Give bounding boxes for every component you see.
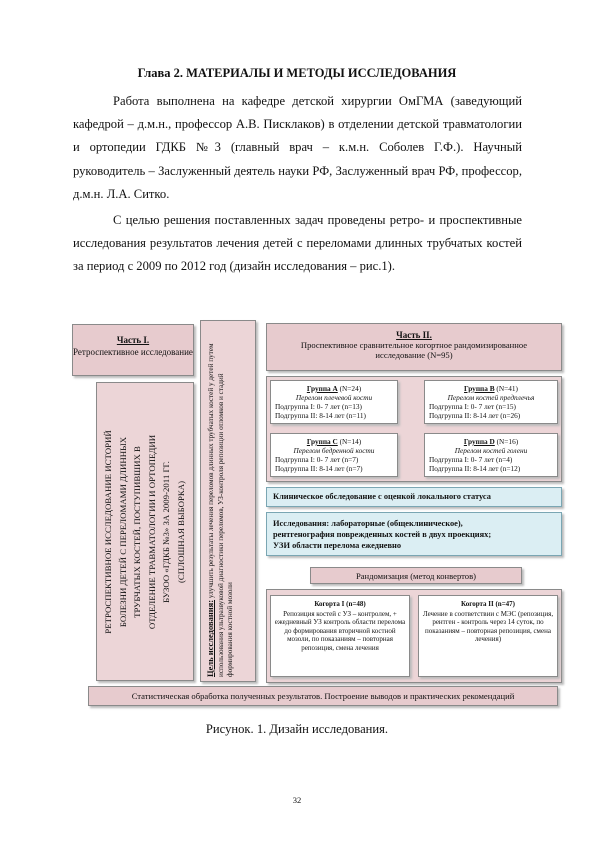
cohort-1-text: Репозиция костей с УЗ – контролем, + ежедневный УЗ контроль области перелома до формирования вторичной костной мозоли, по показаниям – повторная репозиция, смена лечения — [274, 609, 406, 652]
goal-label: Цель исследования: — [205, 599, 215, 677]
group-b-name: Группа В — [464, 384, 495, 393]
group-a-name: Группа А — [306, 384, 338, 393]
randomization-box: Рандомизация (метод конвертов) — [310, 567, 522, 584]
group-c-box: Группа С (N=14) Перелом бедренной кости Подгруппа I: 0- 7 лет (n=7) Подгруппа II: 8-14 лет (n=7) — [270, 433, 398, 477]
goal-box — [200, 320, 256, 682]
group-b-box: Группа В (N=41) Перелом костей предплечья Подгруппа I: 0- 7 лет (n=15) Подгруппа II: 8-14 лет (n=26) — [424, 380, 558, 424]
group-b-desc: Перелом костей предплечья — [447, 393, 535, 402]
retro-text: РЕТРОСПЕКТИВНОЕ ИССЛЕДОВАНИЕ ИСТОРИЙ БОЛЕЗНИ ДЕТЕЙ С ПЕРЕЛОМАМИ ДЛИННЫХ ТРУБЧАТЫХ КОСТЕЙ, ПОСТУПИВШИХ В ОТДЕЛЕНИЕ ТРАВМАТОЛОГИИ И ОРТОПЕДИИ БУЗОО «ГДКБ №3» ЗА 2009-2011 ГГ. (СПЛОШНАЯ ВЫБОРКА) — [103, 430, 186, 634]
cohort-1-box — [270, 595, 410, 677]
paragraph-2: С целью решения поставленных задач проведены ретро- и проспективные исследования результатов лечения детей с переломами длинных трубчатых костей за период с 2009 по 2012 год (дизайн исследования – рис.1). — [73, 213, 522, 274]
group-c-name: Группа С — [306, 437, 338, 446]
cohort-2-title: Когорта II (n=47) — [460, 600, 516, 608]
group-d-box: Группа D (N=16) Перелом костей голени Подгруппа I: 0- 7 лет (n=4) Подгруппа II: 8-14 лет (n=12) — [424, 433, 558, 477]
clinical-box: Клиническое обследование с оценкой локального статуса — [266, 487, 562, 507]
statistics-box: Статистическая обработка полученных результатов. Построение выводов и практических рекомендаций — [88, 686, 558, 706]
group-d-desc: Перелом костей голени — [454, 446, 528, 455]
cohort-2-box — [418, 595, 558, 677]
group-c-desc: Перелом бедренной кости — [293, 446, 375, 455]
figure-caption: Рисунок. 1. Дизайн исследования. — [205, 722, 389, 736]
part1-subtitle: Ретроспективное исследование — [73, 347, 193, 357]
group-a-box: Группа А (N=24) Перелом плечевой кости Подгруппа I: 0- 7 лет (n=13) Подгруппа II: 8-14 лет (n=11) — [270, 380, 398, 424]
part1-title: Часть I. — [116, 335, 150, 345]
group-d-name: Группа D — [463, 437, 495, 446]
research-box: Исследования: лабораторные (общеклиническое), рентгенография поврежденных костей в двух проекциях; УЗИ области перелома ежедневно — [266, 512, 562, 556]
page-number: 32 — [292, 795, 302, 805]
retro-box — [96, 382, 194, 681]
goal-text — [206, 327, 236, 677]
paragraph-1: Работа выполнена на кафедре детской хирургии ОмГМА (заведующий кафедрой – д.м.н., профессор А.В. Писклаков) в отделении детской травматологии и ортопедии ГДКБ №3 (главный врач – к.м.н. Соболев Г.Ф.). Научный руководитель – Заслуженный деятель науки РФ, Заслуженный врач РФ, профессор, д.м.н. Л.А. Ситко. — [73, 94, 522, 201]
chapter-heading: Глава 2. МАТЕРИАЛЫ И МЕТОДЫ ИССЛЕДОВАНИЯ — [137, 66, 457, 80]
part2-title: Часть II. — [396, 330, 432, 340]
goal-description: улучшить результаты лечения переломов длинных трубчатых костей у детей путем использования ультразвуковой диагностики переломов, УЗ-контроля репозиции отломков и стадий формирования костной мозоли — [207, 343, 235, 677]
cohort-2-text: Лечение в соответствии с МЭС (репозиция, рентген - контроль через 14 суток, по показаниям – повторная репозиция, смена лечения) — [422, 609, 554, 644]
part2-box — [266, 323, 562, 371]
part2-subtitle: Проспективное сравнительное когортное рандомизированное исследование (N=95) — [300, 340, 528, 360]
cohort-1-title: Когорта I (n=48) — [314, 600, 366, 608]
group-a-desc: Перелом плечевой кости — [295, 393, 373, 402]
part1-box — [72, 324, 194, 376]
